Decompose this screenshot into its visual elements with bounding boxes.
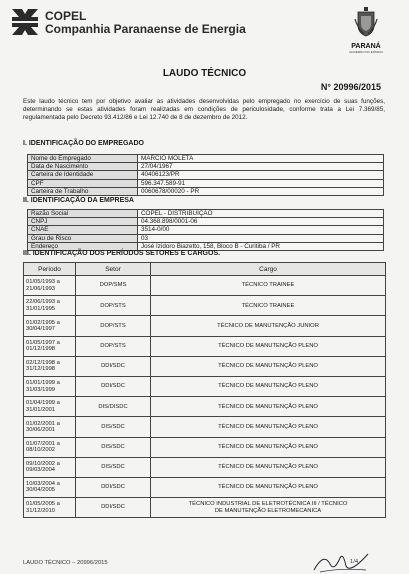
period-cell (24, 498, 76, 518)
period-row (24, 356, 386, 376)
section-periods-title: III. IDENTIFICAÇÃO DOS PERÍODOS SETORES E CARGOS. (23, 250, 221, 257)
state-name: PARANÁ (351, 43, 381, 50)
company-table (27, 209, 384, 251)
role-line: TÉCNICO DE MANUTENÇÃO PLENO (218, 484, 318, 491)
role-cell (151, 477, 386, 497)
employee-field-label: Nome do Empregado (28, 155, 138, 163)
periods-header-row (24, 263, 386, 276)
period-cell (24, 477, 76, 497)
state-subtitle: GOVERNO DO ESTADO (349, 50, 383, 54)
employee-field-label: Carteira de Trabalho (28, 187, 138, 195)
company-field-value: COPEL - DISTRIBUIÇÃO (138, 210, 384, 218)
role-line: TÉCNICO TRAINEE (241, 282, 295, 289)
company-row (28, 234, 384, 242)
employee-row (28, 163, 384, 171)
sector-cell: DOP/STS (76, 316, 151, 336)
employee-field-label: Data de Nascimento (28, 163, 138, 171)
role-line: TÉCNICO DE MANUTENÇÃO PLENO (218, 423, 318, 430)
section-employee-title: I. IDENTIFICAÇÃO DO EMPREGADO (23, 140, 144, 147)
employee-field-label: CPF (28, 179, 138, 187)
sector-cell: DIS/SDC (76, 417, 151, 437)
footer-doc-ref: LAUDO TÉCNICO – 20996/2015 (23, 560, 108, 566)
sector-cell: DOP/STS (76, 336, 151, 356)
period-cell (24, 316, 76, 336)
role-line: TÉCNICO DE MANUTENÇÃO PLENO (218, 363, 318, 370)
period-start: 01/04/1999 a (26, 400, 60, 407)
period-row (24, 376, 386, 396)
employee-field-value: MARCIO MOLETA (138, 155, 384, 163)
company-field-value: 03 (138, 234, 384, 242)
company-row (28, 226, 384, 234)
company-short-name: COPEL (45, 9, 87, 23)
document-title: LAUDO TÉCNICO (162, 68, 247, 79)
period-end: 30/04/2005 (26, 487, 56, 494)
employee-row (28, 155, 384, 163)
period-row (24, 457, 386, 477)
period-start: 01/02/2001 a (26, 420, 60, 427)
period-row (24, 336, 386, 356)
period-cell (24, 336, 76, 356)
intro-paragraph: Este laudo técnico tem por objetivo avaliar as atividades desenvolvidas pelo empregado no exercício de suas funções, determinando se estas atividades foram realizadas em condições de periculosidade, conforme trata a Lei 7.369/85, regulamentada pelo Decreto 93.412/86 e Lei 12.740 de 8 de dezembro de 2012. (23, 98, 385, 121)
period-cell (24, 276, 76, 296)
role-cell (151, 276, 386, 296)
employee-row (28, 171, 384, 179)
period-cell (24, 397, 76, 417)
period-cell (24, 437, 76, 457)
period-start: 09/10/2002 a (26, 460, 60, 467)
period-start: 22/06/1993 a (26, 299, 60, 306)
sector-cell: DIS/DISDC (76, 397, 151, 417)
period-end: 01/12/1998 (26, 346, 56, 353)
period-end: 31/12/2010 (26, 507, 56, 514)
period-cell (24, 296, 76, 316)
sector-cell: DDI/SDC (76, 477, 151, 497)
company-field-value: 04.368.898/0001-06 (138, 218, 384, 226)
employee-row (28, 187, 384, 195)
company-field-label: CNPJ (28, 218, 138, 226)
employee-field-value: 27/04/1967 (138, 163, 384, 171)
period-end: 31/01/2001 (26, 406, 56, 413)
period-end: 31/03/1999 (26, 386, 56, 393)
period-row (24, 316, 386, 336)
sector-cell: DIS/SDC (76, 457, 151, 477)
period-row (24, 276, 386, 296)
sector-cell: DDI/SDC (76, 376, 151, 396)
copel-logo-icon (10, 7, 40, 37)
signature-icon (310, 548, 372, 574)
period-end: 31/01/1995 (26, 305, 56, 312)
role-cell (151, 397, 386, 417)
period-row (24, 296, 386, 316)
sector-cell: DIS/SDC (76, 437, 151, 457)
period-end: 21/06/1993 (26, 285, 56, 292)
period-row (24, 477, 386, 497)
employee-row (28, 179, 384, 187)
role-line: TÉCNICO DE MANUTENÇÃO PLENO (218, 464, 318, 471)
role-cell (151, 376, 386, 396)
period-row (24, 417, 386, 437)
role-cell (151, 417, 386, 437)
sector-cell: DOP/SMS (76, 276, 151, 296)
role-cell (151, 356, 386, 376)
sector-cell: DDI/SDC (76, 356, 151, 376)
header-cargo: Cargo (151, 263, 386, 276)
header-periodo: Período (24, 263, 76, 276)
employee-table (27, 154, 384, 196)
role-line: TÉCNICO DE MANUTENÇÃO PLENO (218, 443, 318, 450)
employee-field-value: 40406123/PR (138, 171, 384, 179)
period-start: 01/05/1993 a (26, 279, 60, 286)
period-end: 09/03/2004 (26, 467, 56, 474)
role-line: TÉCNICO INDUSTRIAL DE ELETROTÉCNICA III / TÉCNICO (188, 501, 348, 508)
role-line: TÉCNICO DE MANUTENÇÃO PLENO (218, 383, 318, 390)
period-end: 31/12/1998 (26, 366, 56, 373)
employee-field-value: 596.347.589-91 (138, 179, 384, 187)
periods-table (23, 262, 386, 518)
period-end: 08/10/2002 (26, 447, 56, 454)
period-cell (24, 376, 76, 396)
role-cell (151, 296, 386, 316)
page-number: 1/4 (350, 559, 359, 565)
period-cell (24, 417, 76, 437)
company-name (45, 10, 246, 36)
role-line: TÉCNICO TRAINEE (241, 302, 295, 309)
header-setor: Setor (76, 263, 151, 276)
period-start: 01/05/2005 a (26, 501, 60, 508)
company-field-value: José Izidoro Biazetto, 158, Bloco B - Curitiba / PR (138, 242, 384, 250)
period-end: 30/04/1997 (26, 325, 56, 332)
document-number: N° 20996/2015 (320, 82, 381, 92)
role-cell (151, 336, 386, 356)
company-row (28, 210, 384, 218)
employee-field-label: Carteira de Identidade (28, 171, 138, 179)
role-cell (151, 498, 386, 518)
role-cell (151, 316, 386, 336)
role-line: TÉCNICO DE MANUTENÇÃO JUNIOR (217, 322, 319, 329)
period-cell (24, 457, 76, 477)
period-start: 01/02/1995 a (26, 319, 60, 326)
company-field-label: Grau de Risco (28, 234, 138, 242)
company-field-label: Razão Social (28, 210, 138, 218)
company-field-label: Endereço (28, 242, 138, 250)
role-line: DE MANUTENÇÃO ELETROMECANICA (214, 507, 322, 514)
role-cell (151, 437, 386, 457)
period-cell (24, 356, 76, 376)
role-line: TÉCNICO DE MANUTENÇÃO PLENO (218, 342, 318, 349)
sector-cell: DOP/STS (76, 296, 151, 316)
role-cell (151, 457, 386, 477)
parana-coat-of-arms-icon (354, 7, 378, 37)
sector-cell: DDI/SDC (76, 498, 151, 518)
period-start: 01/07/2001 a (26, 440, 60, 447)
period-row (24, 437, 386, 457)
period-end: 30/06/2001 (26, 426, 56, 433)
period-row (24, 498, 386, 518)
state-seal (346, 7, 386, 59)
company-field-value: 3514-0/00 (138, 226, 384, 234)
company-full-name: Companhia Paranaense de Energia (45, 22, 246, 36)
section-company-title: II. IDENTIFICAÇÃO DA EMPRESA (23, 197, 134, 204)
employee-field-value: 0060678/00020 - PR (138, 187, 384, 195)
period-start: 02/12/1998 a (26, 359, 60, 366)
period-start: 10/03/2004 a (26, 481, 60, 488)
company-row (28, 218, 384, 226)
company-field-label: CNAE (28, 226, 138, 234)
period-start: 01/01/1999 a (26, 380, 60, 387)
period-row (24, 397, 386, 417)
role-line: TÉCNICO DE MANUTENÇÃO PLENO (218, 403, 318, 410)
period-start: 01/05/1997 a (26, 339, 60, 346)
